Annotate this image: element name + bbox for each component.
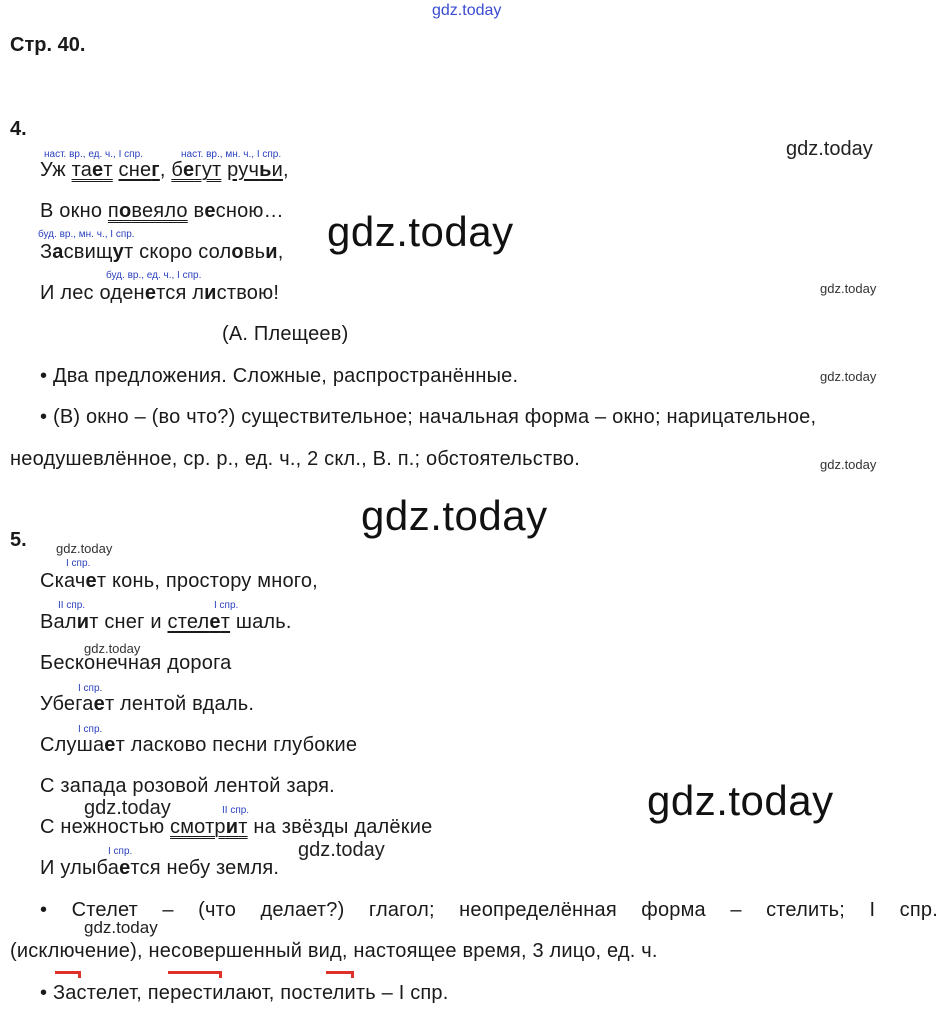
watermark-small-4: gdz.today (56, 541, 113, 556)
watermark-right-1: gdz.today (786, 138, 873, 160)
task-4-bullet-1: • Два предложения. Сложные, распространённые. (40, 365, 519, 387)
watermark-top: gdz.today (432, 2, 502, 19)
prefix-mark-2-tick (219, 971, 222, 978)
poem-5-line-4: Убегает лентой вдаль. (40, 693, 255, 715)
task-5-note-c: I спр. (214, 600, 239, 611)
watermark-small-5: gdz.today (84, 641, 141, 656)
prefix-mark-1-tick (78, 971, 81, 978)
poem-4-line-2: В окно повеяло весною… (40, 200, 284, 222)
task-4-number: 4. (10, 118, 27, 140)
watermark-large-1: gdz.today (327, 208, 514, 255)
poem-4-author: (А. Плещеев) (222, 323, 349, 345)
task-5-note-a: I спр. (66, 558, 91, 569)
task-5-number: 5. (10, 529, 27, 551)
poem-4-line-3: Засвищут скоро соловьи, (40, 241, 284, 263)
prefix-mark-3 (326, 971, 354, 974)
watermark-small-2: gdz.today (820, 369, 877, 384)
poem-5-line-2: Валит снег и стелет шаль. (40, 611, 292, 633)
task-5-note-g: I спр. (108, 846, 133, 857)
poem-5-line-8: И улыбается небу земля. (40, 857, 280, 879)
watermark-small-3: gdz.today (820, 457, 877, 472)
task-4-bullet-2-line-2: неодушевлённое, ср. р., ед. ч., 2 скл., В. п.; обстоятельство. (10, 448, 580, 470)
poem-4-line-4: И лес оденется листвою! (40, 282, 280, 304)
task-5-note-f: II спр. (222, 805, 250, 816)
task-5-note-b: II спр. (58, 600, 86, 611)
task-5-bullet-2: • Застелет, перестилают, постелить – I спр. (40, 982, 449, 1004)
watermark-medium-1: gdz.today (84, 797, 171, 819)
poem-5-line-1: Скачет конь, простору много, (40, 570, 318, 592)
poem-5-line-6: С запада розовой лентой заря. (40, 775, 335, 797)
task-4-note-2: наст. вр., мн. ч., I спр. (181, 149, 282, 160)
task-5-note-d: I спр. (78, 683, 103, 694)
task-4-bullet-2-line-1: • (В) окно – (во что?) существительное; начальная форма – окно; нарицательное, (40, 406, 817, 428)
poem-5-line-7: С нежностью смотрит на звёзды далёкие (40, 816, 433, 838)
watermark-medium-2: gdz.today (298, 839, 385, 861)
poem-4-line-1: Уж тает снег, бегут ручьи, (40, 159, 289, 181)
watermark-large-3: gdz.today (647, 777, 834, 824)
task-4-note-4: буд. вр., ед. ч., I спр. (106, 270, 202, 281)
watermark-large-2: gdz.today (361, 492, 548, 539)
task-5-bullet-1-line-1: • Стелет – (что делает?) глагол; неопределённая форма – стелить; I спр. (40, 899, 938, 921)
task-5-note-e: I спр. (78, 724, 103, 735)
task-5-bullet-1-line-2: (исключение), несовершенный вид, настоящее время, 3 лицо, ед. ч. (10, 940, 658, 962)
poem-5-line-3: Бесконечная дорога (40, 652, 232, 674)
prefix-mark-2 (168, 971, 222, 974)
poem-5-line-5: Слушает ласково песни глубокие (40, 734, 358, 756)
task-4-note-1: наст. вр., ед. ч., I спр. (44, 149, 143, 160)
prefix-mark-3-tick (351, 971, 354, 978)
page-title: Стр. 40. (10, 34, 86, 56)
watermark-medium-3: gdz.today (84, 918, 158, 937)
watermark-small-1: gdz.today (820, 281, 877, 296)
task-4-note-3: буд. вр., мн. ч., I спр. (38, 229, 135, 240)
